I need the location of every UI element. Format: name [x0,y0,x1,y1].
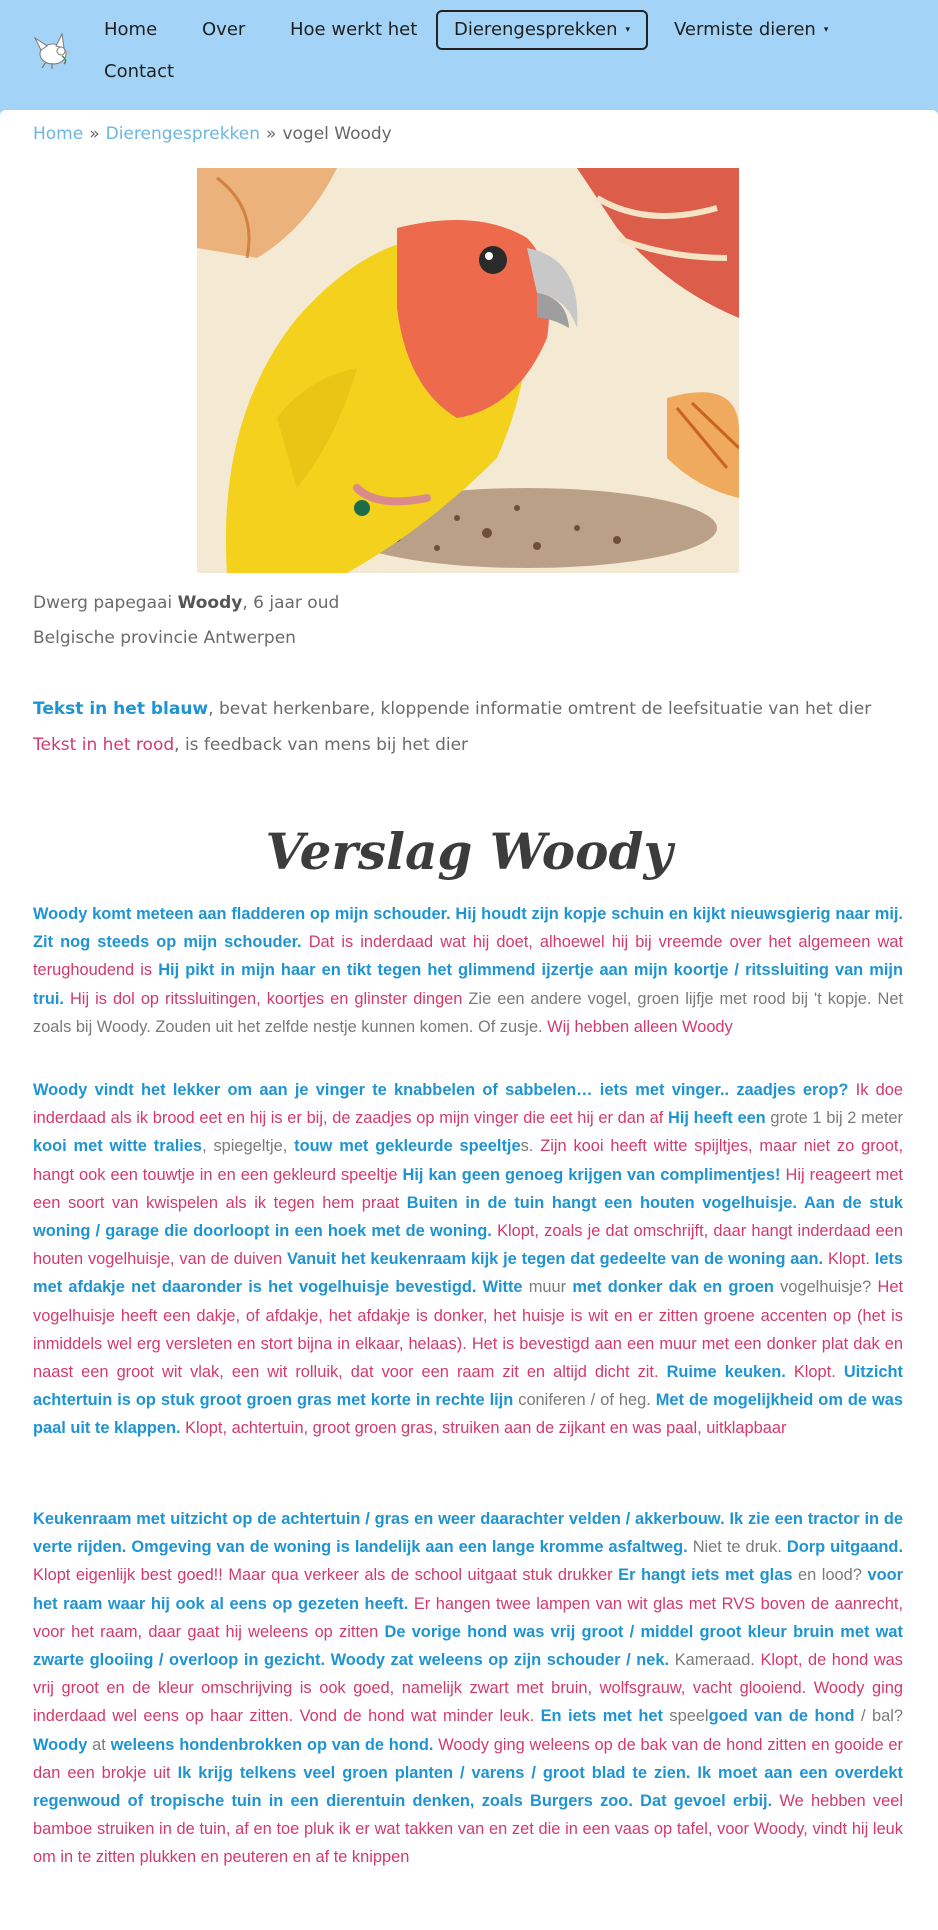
report-text-run: Ik doe inderdaad als ik brood eet en hij is er bij, de zaadjes op mijn vinger die eet hij er dan af [33,1081,903,1128]
breadcrumb-home[interactable]: Home [33,124,84,144]
report-text-run: grote 1 bij 2 meter [770,1109,903,1128]
parrot-photo [197,168,739,573]
bird-species: Dwerg papegaai [33,593,178,613]
report-text-run: Er hangen twee lampen van wit glas met RVS boven de aanrecht, voor het raam, daar gaat hij weleens op zitten [33,1594,904,1641]
report-text-run: Woody ging weleens op de bak van de hond zitten en gooide er dan een brokje uit [33,1735,903,1782]
page-title: Verslag Woody [265,822,673,881]
report-text-run: voor het raam waar hij ook al eens op gezeten heeft. [33,1566,903,1613]
breadcrumb [33,124,392,144]
report-text-run: , spiegeltje, [202,1137,295,1156]
site-header [0,0,938,110]
report-text-run: Met de mogelijkheid om de was paal uit te klappen. [33,1391,903,1438]
report-text-run: Hij kan geen genoeg krijgen van complimentjes! [402,1165,786,1184]
nav-hoe-werkt-het[interactable] [274,10,433,50]
report-text-run: Buiten in de tuin hangt een houten vogelhuisje. Aan de stuk woning / garage die doorloopt in een hoek met de woning. [33,1193,903,1241]
report-text-run: Klopt, zoals je dat omschrijft, daar hangt inderdaad een houten vogelhuisje, van de duiven [33,1222,903,1269]
chevron-down-icon: ▾ [823,25,829,35]
report-paragraph-1 [33,900,903,1041]
report-text-run: Hij reageert met een soort van kwispelen als ik tegen hem praat [33,1165,903,1212]
report-text-run: at [92,1735,111,1754]
legend-blue-text: , bevat herkenbare, kloppende informatie omtrent de leefsituatie van het dier [208,699,872,719]
legend-blue-label: Tekst in het blauw [33,699,209,719]
report-text-run: goed van de hond [708,1707,861,1726]
nav-home-label: Home [104,19,158,40]
nav-over-label: Over [202,19,246,40]
legend-red-text: , is feedback van mens bij het dier [174,735,469,755]
bird-region: Belgische provincie Antwerpen [33,628,296,648]
report-text-run: Hij heeft een [667,1109,771,1128]
breadcrumb-dierengesprekken[interactable]: Dierengesprekken [105,124,261,144]
report-text-run: Dat is inderdaad wat hij doet, alhoewel hij bij vreemde over het algemeen wat terughoudend is [33,933,903,980]
report-text-run: speel [669,1707,709,1726]
nav-hoe-werkt-het-label: Hoe werkt het [290,19,418,40]
report-text-run: kooi met witte tralies [33,1137,203,1156]
report-text-run: Klopt, achtertuin, groot groen gras, struiken aan de zijkant en was paal, uitklapbaar [185,1419,787,1438]
report-text-run: met donker dak en groen [572,1278,781,1297]
report-text-run: Dorp uitgaand. [786,1538,903,1557]
report-text-run: Woody [33,1735,93,1754]
report-text-run: Wij hebben alleen Woody [547,1017,733,1036]
report-text-run: Ik krijg telkens veel groen planten / varens / groot blad te zien. Ik moet aan een overdekt regenwoud of tropische tuin in een dierentuin denken, zoals Burgers zoo. Dat gevoel erbij. [33,1763,903,1811]
nav-vermiste-dieren[interactable] [658,10,844,50]
report-text-run: Kameraad. [674,1651,761,1670]
report-text-run: muur [528,1278,573,1297]
legend-blue [33,699,871,719]
chevron-down-icon: ▾ [625,25,631,35]
report-text-run: Klopt. [793,1363,844,1382]
report-text-run: Zie een andere vogel, groen lijfje met rood bij 't kopje. Net zoals bij Woody. Zouden uit het zelfde nestje kunnen komen. Of zusje. [33,989,903,1036]
breadcrumb-separator: » [89,124,100,144]
report-text-run: s. [520,1137,541,1156]
legend-red-label: Tekst in het rood [33,735,175,755]
nav-dierengesprekken-label: Dierengesprekken [454,19,618,40]
report-text-run: Woody vindt het lekker om aan je vinger te knabbelen of sabbelen… iets met vinger.. zaadjes erop? [33,1081,856,1099]
bird-name: Woody [177,593,243,613]
dove-logo-icon[interactable] [32,30,74,72]
report-text-run: Het vogelhuisje heeft een dakje, of afdakje, het afdakje is donker, het huisje is wit en er zitten groene accenten op (het is inmiddels wel erg versleten en stort bijna in elkaar, helaas). Het is bevestigd aan een muur met een donker plat dak en naast een groot wit vlak, een wit rolluik, dat voor een raam zit en altijd dicht zit. [33,1278,904,1382]
report-text-run: weleens hondenbrokken op van de hond. [110,1735,439,1754]
nav-over[interactable] [186,10,261,50]
report-text-run: Uitzicht achtertuin is op stuk groot groen gras met korte in rechte lijn [33,1363,904,1410]
report-paragraph-3 [33,1505,903,1872]
bird-age: , 6 jaar oud [242,593,340,613]
report-text-run: En iets met het [540,1707,670,1726]
report-paragraph-2 [33,1076,903,1443]
report-text-run: Zijn kooi heeft witte spijltjes, maar niet zo groot, hangt ook een touwtje in en een gekleurd speeltje [33,1137,904,1184]
report-text-run: Er hangt iets met glas [618,1566,799,1585]
report-text-run: Keukenraam met uitzicht op de achtertuin / gras en weer daarachter velden / akkerbouw. Ik zie een tractor in de verte rijden. Omgeving van de woning is landelijk aan een lange kromme asfaltweg. [33,1510,903,1557]
report-text-run: / bal? [860,1707,903,1726]
nav-home[interactable] [88,10,173,50]
breadcrumb-separator: » [266,124,277,144]
report-text-run: Niet te druk. [692,1538,787,1557]
report-text-run: De vorige hond was vrij groot / middel groot kleur bruin met wat zwarte glooiing / overloop in gezicht. Woody zat weleens op zijn schouder / nek. [33,1622,904,1670]
report-text-run: Ruime keuken. [666,1363,794,1382]
legend-red [33,735,468,755]
bird-info [33,593,339,613]
report-text-run: Hij is dol op ritssluitingen, koortjes en glinster dingen [69,989,469,1008]
nav-contact-label: Contact [104,61,175,82]
report-text-run: Klopt. [827,1250,875,1269]
report-text-run: touw met gekleurde speeltje [294,1137,521,1156]
report-text-run: Klopt, de hond was vrij groot en de kleur omschrijving is ook goed, namelijk zwart met bruin, wolfsgrauw, vacht glooiend. Woody ging inderdaad wel eens op haar zitten. Vond de hond wat minder leuk. [33,1651,903,1726]
report-text-run: Vanuit het keukenraam kijk je tegen dat gedeelte van de woning aan. [286,1250,828,1269]
report-text-run: Iets met afdakje net daaronder is het vogelhuisje bevestigd. Witte [33,1250,903,1297]
report-text-run: Hij pikt in mijn haar en tikt tegen het glimmend ijzertje aan mijn koortje / ritssluiting van mijn trui. [33,961,903,1008]
report-text-run: We hebben veel bamboe struiken in de tuin, af en toe pluk ik er wat takken van en zet die in een vaas op tafel, voor Woody, vindt hij leuk om in te zitten plukken en peuteren en af te knippen [33,1792,903,1867]
report-text-run: Klopt eigenlijk best goed!! Maar qua verkeer als de school uitgaat stuk drukker [33,1566,619,1585]
report-text-run: coniferen / of heg. [518,1391,656,1410]
report-text-run: en lood? [798,1566,868,1585]
nav-dierengesprekken[interactable] [436,10,648,50]
report-text-run: Woody komt meteen aan fladderen op mijn schouder. Hij houdt zijn kopje schuin en kijkt nieuwsgierig naar mij. Zit nog steeds op mijn schouder. [33,905,903,952]
content-card [0,110,938,1930]
nav-contact[interactable] [88,52,190,92]
breadcrumb-current: vogel Woody [282,124,392,144]
nav-vermiste-dieren-label: Vermiste dieren [674,19,816,40]
report-text-run: vogelhuisje? [780,1278,878,1297]
